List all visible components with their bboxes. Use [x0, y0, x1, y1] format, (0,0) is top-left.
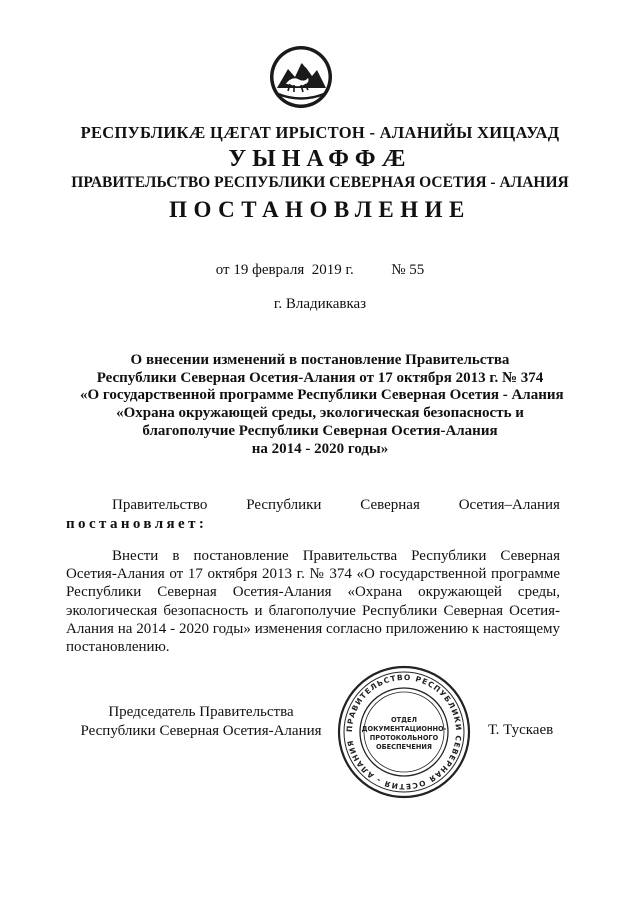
official-seal-stamp [336, 664, 472, 800]
seal-center-line: ДОКУМЕНТАЦИОННО- [361, 725, 447, 733]
decree-title [80, 352, 564, 458]
position-line: Республики Северная Осетия-Алания [80, 722, 322, 739]
seal-center-line: ОТДЕЛ [391, 716, 417, 724]
signatory-name: Т. Тускаев [488, 722, 554, 738]
position-line: Председатель Правительства [108, 704, 294, 720]
decree-number: № 55 [391, 262, 425, 278]
header-russian-decree: ПОСТАНОВЛЕНИЕ [169, 197, 471, 222]
title-line: на 2014 - 2020 годы» [251, 440, 389, 457]
intro-word: Осетия–Алания [458, 497, 560, 513]
decree-intro [66, 496, 560, 534]
city-of-issue: г. Владикавказ [273, 296, 367, 312]
intro-word: Республики [246, 497, 322, 513]
decree-verb: постановляет: [66, 516, 208, 532]
intro-word: Северная [360, 497, 420, 513]
signatory-position [70, 703, 332, 740]
seal-center-line: ПРОТОКОЛЬНОГО [369, 734, 439, 742]
header-ossetian-government: РЕСПУБЛИКӔ ЦӔГАТ ИРЫСТОН - АЛАНИЙЫ ХИЦАУАД [80, 123, 560, 142]
title-line: благополучие Республики Северная Осетия-Алания [142, 422, 498, 439]
title-line: Республики Северная Осетия-Алания от 17 октября 2013 г. № 374 [96, 369, 544, 386]
header-ossetian-decree: УЫНАФФӔ [228, 146, 412, 172]
title-line: О внесении изменений в постановление Правительства [130, 352, 510, 368]
seal-ring-text: ПРАВИТЕЛЬСТВО РЕСПУБЛИКИ СЕВЕРНАЯ ОСЕТИЯ - АЛАНИЯ [344, 672, 464, 792]
coat-of-arms-emblem [268, 44, 334, 110]
intro-word: Правительство [112, 497, 208, 513]
decree-body-paragraph: Внести в постановление Правительства Республики Северная Осетия-Алания от 17 октября 2013 г. № 374 «О государственной программе Республики Северная Осетия-Алания «Охрана окружающей среды, экологическая безопасность и благополучие Республики Северная Осетия-Алания на 2014 - 2020 годы» изменения согласно приложению к настоящему постановлению. [66, 548, 560, 656]
seal-center-line: ОБЕСПЕЧЕНИЯ [376, 743, 432, 751]
decree-date-line [0, 262, 640, 279]
title-line: «Охрана окружающей среды, экологическая безопасность и [116, 405, 524, 422]
title-line: «О государственной программе Республики Северная Осетия - Алания [80, 387, 564, 404]
date-prefix: от [215, 262, 230, 278]
decree-date: 19 февраля 2019 г. [233, 262, 354, 278]
header-russian-government: ПРАВИТЕЛЬСТВО РЕСПУБЛИКИ СЕВЕРНАЯ ОСЕТИЯ - АЛАНИЯ [71, 174, 569, 191]
